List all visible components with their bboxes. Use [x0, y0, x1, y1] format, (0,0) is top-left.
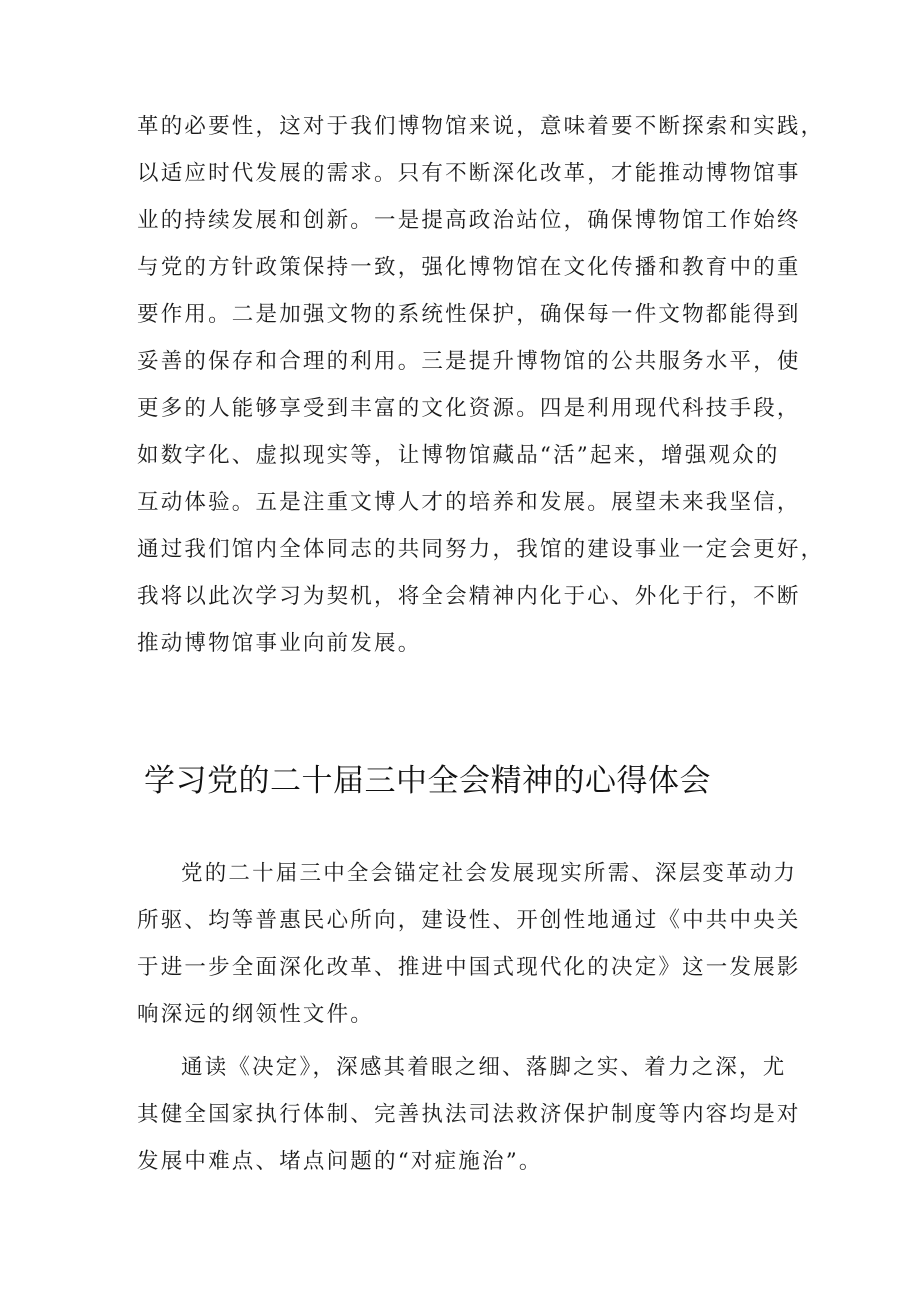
section-title: 学习党的二十届三中全会精神的心得体会	[144, 763, 711, 799]
paragraph-1-line: 推动博物馆事业向前发展。	[137, 631, 422, 656]
paragraph-1-line: 要作用。二是加强文物的系统性保护，确保每一件文物都能得到	[137, 302, 801, 327]
paragraph-3-line: 通读《决定》，深感其着眼之细、落脚之实、着力之深，尤	[181, 1055, 787, 1080]
paragraph-1-line: 更多的人能够享受到丰富的文化资源。四是利用现代科技手段，	[137, 396, 801, 421]
paragraph-1-line: 以适应时代发展的需求。只有不断深化改革，才能推动博物馆事	[137, 161, 801, 186]
paragraph-2-line: 于进一步全面深化改革、推进中国式现代化的决定》这一发展影	[137, 955, 801, 980]
paragraph-3-line: 其健全国家执行体制、完善执法司法救济保护制度等内容均是对	[137, 1102, 801, 1127]
paragraph-1-line: 通过我们馆内全体同志的共同努力，我馆的建设事业一定会更好，	[137, 537, 825, 562]
paragraph-1-line: 妥善的保存和合理的利用。三是提升博物馆的公共服务水平，使	[137, 349, 801, 374]
paragraph-1-line: 业的持续发展和创新。一是提高政治站位，确保博物馆工作始终	[137, 208, 801, 233]
paragraph-1-line: 与党的方针政策保持一致，强化博物馆在文化传播和教育中的重	[137, 255, 801, 280]
paragraph-1-line: 革的必要性，这对于我们博物馆来说，意味着要不断探索和实践，	[137, 114, 825, 139]
paragraph-1-line: 互动体验。五是注重文博人才的培养和发展。展望未来我坚信，	[137, 490, 801, 515]
paragraph-3-line: 发展中难点、堵点问题的“对症施治”。	[137, 1149, 543, 1174]
paragraph-2-line: 所驱、均等普惠民心所向，建设性、开创性地通过《中共中央关	[137, 908, 801, 933]
paragraph-2-line: 党的二十届三中全会锚定社会发展现实所需、深层变革动力	[181, 861, 798, 886]
paragraph-1-line: 我将以此次学习为契机，将全会精神内化于心、外化于行，不断	[137, 584, 801, 609]
paragraph-2-line: 响深远的纲领性文件。	[137, 1002, 375, 1027]
paragraph-1-line: 如数字化、虚拟现实等，让博物馆藏品“活”起来，增强观众的	[137, 443, 780, 468]
